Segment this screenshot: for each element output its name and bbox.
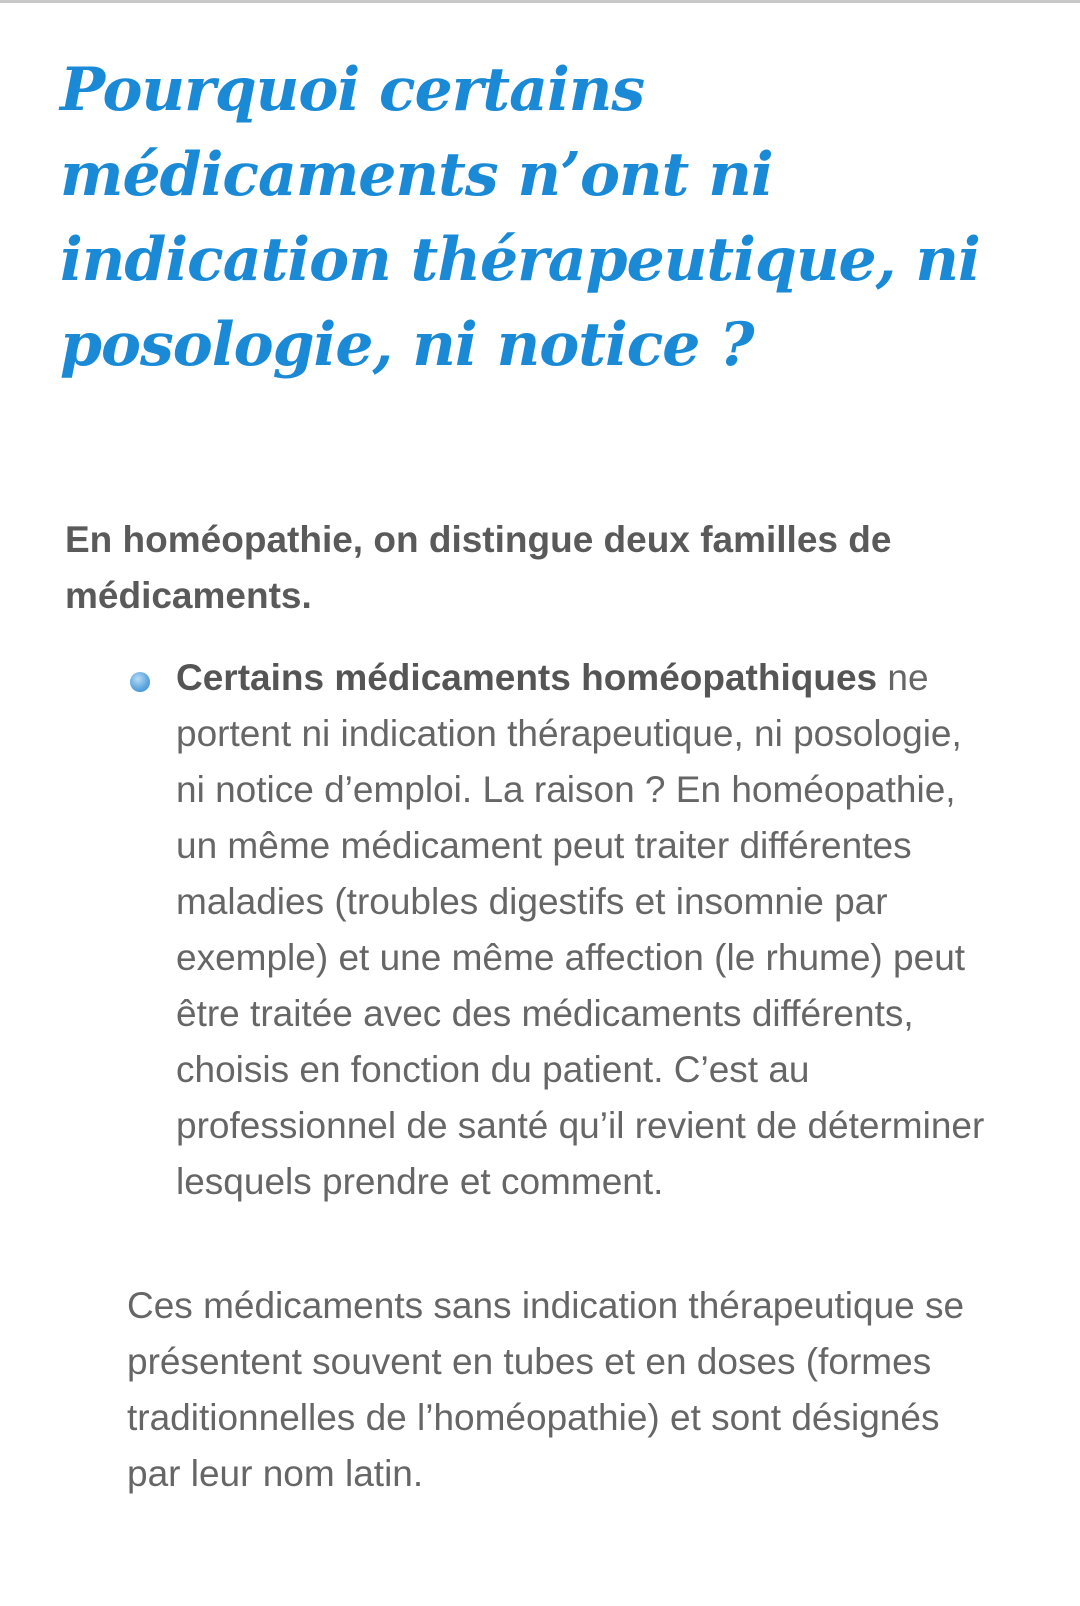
bullet-body-text: ne portent ni indication thérapeutique, ni posologie, ni notice d’emploi. La raison ? En homéopathie, un même médicament peut traiter différentes maladies (troubles digestifs et insomnie par exemple) et une même affection (le rhume) peut être traitée avec des médicaments différents, choisis en fonction du patient. C’est au professionnel de santé qu’il revient de déterminer lesquels prendre et comment. (176, 657, 985, 1202)
top-divider (0, 0, 1080, 3)
bullet-list (130, 650, 990, 1210)
closing-paragraph: Ces médicaments sans indication thérapeutique se présentent souvent en tubes et en doses (formes traditionnelles de l’homéopathie) et sont désignés par leur nom latin. (127, 1285, 965, 1494)
intro-paragraph: En homéopathie, on distingue deux familles de médicaments. (65, 519, 892, 616)
bullet-dot-icon (130, 672, 150, 692)
list-item (130, 650, 990, 1210)
article-title: Pourquoi certains médicaments n’ont ni indication thérapeutique, ni posologie, ni notice ? (60, 55, 980, 380)
bullet-strong-text: Certains médicaments homéopathiques (176, 657, 878, 698)
